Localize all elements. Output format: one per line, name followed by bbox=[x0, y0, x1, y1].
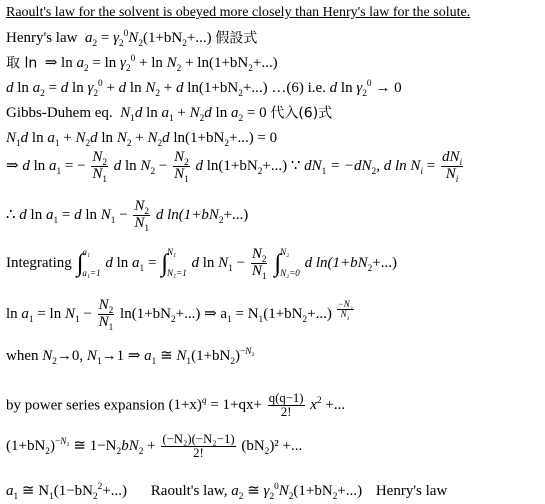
take-ln-eq: ⇒ $\ln a_2 = \ln \gamma_2^0 + \ln N_2 + \ln(1+bN_2+...)$ bbox=[40, 54, 278, 75]
expansion-line: $(1+bN_2)^{-N_2}$ ≅ $1-N_2bN_2$ + $\frac{\text{(−N₂)(−N₂−1)}}{2!}$ $(bN_2)^2$ +... bbox=[6, 432, 303, 461]
therefore-symbol: ∴ bbox=[6, 206, 16, 223]
final-line bbox=[6, 482, 448, 503]
integrating-line: Integrating ∫ a₁ a₁=1 d $\ln a_1$ = ∫ N₁ N₁=1 d $\ln N_1$ − $\frac{N_2}{N_1}$ ∫ N₂ N₂=0 d $\ln(1+bN_2+...)$ bbox=[6, 246, 397, 282]
power-series-line: by power series expansion $(1+x)^q = 1+qx+$ $\frac{q(q-1)}{2!}$ $x^2$ +... bbox=[6, 391, 346, 420]
fraction-dni-ni: $dN_i$ $N_i$ bbox=[441, 149, 463, 185]
gibbs-duhem-line bbox=[6, 105, 333, 125]
ln-a1-line: $\ln a_1 = \ln N_1$ − $\frac{N_2}{N_1}$ $\ln(1+bN_2+...)$ ⇒ $a_1 = N_1(1+bN_2+...)$ $\frac{-N_2}{N_1}$ bbox=[6, 297, 353, 333]
since-symbol: ∵ bbox=[290, 157, 301, 174]
take-ln-line bbox=[6, 54, 278, 75]
henry-label: Henry's law bbox=[6, 30, 78, 47]
therefore-line: ∴ d $\ln a_1 = d$ $\ln N_1$ − $\frac{N_2}{N_1}$ d $\ln(1+bN_2+...)$ bbox=[6, 198, 249, 234]
henry-law-label: Henry's law bbox=[375, 483, 448, 500]
when-label: when bbox=[6, 348, 39, 365]
henry-law-line bbox=[6, 29, 258, 50]
heading: Raoult's law for the solvent is obeyed more closely than Henry's law for the solute. bbox=[6, 5, 471, 20]
power-series-label: by power series expansion bbox=[6, 397, 165, 414]
integrating-label: Integrating bbox=[6, 254, 72, 271]
final-a2: $a_2$ ≅ $\gamma_2^0N_2(1+bN_2+...)$ bbox=[231, 482, 363, 503]
take-ln-label: 取 ln bbox=[6, 55, 38, 72]
fraction-n2-n1: $\frac{N_2}{N_1}$ bbox=[92, 149, 107, 185]
final-a1: $a_1$ ≅ $N_1(1-bN_2^2+...)$ bbox=[6, 482, 128, 503]
differential-eq: d $\ln a_2 = d$ $\ln \gamma_2^0 + d$ $\ln N_2 + d$ $\ln(1+bN_2+...)$ …(6) bbox=[6, 79, 304, 100]
ie-eq: d $\ln \gamma_2^0 \to 0$ bbox=[329, 79, 402, 100]
gibbs-duhem-label: Gibbs-Duhem eq. bbox=[6, 105, 113, 122]
differential-line bbox=[6, 79, 402, 100]
fraction-n2-n1-d: $\frac{N_2}{N_1}$ bbox=[251, 246, 267, 282]
when-line: when $N_2\to 0$, $N_1\to 1$ ⇒ $a_1$ ≅ $N_1(1+bN_2)^{-N_2}$ bbox=[6, 347, 255, 368]
substituted-line bbox=[6, 130, 278, 150]
fraction-n2-n1-c: $\frac{N_2}{N_1}$ bbox=[134, 198, 150, 234]
dlna1-line: ⇒ d $\ln a_1$ = − $\frac{N_2}{N_1}$ d $\ln N_2$ − $\frac{N_2}{N_1}$ d $\ln(1+bN_2+...)$ ∵ $dN_1 = -dN_2$, d $\ln N_i$ = $dN_i$ $N_i$ bbox=[6, 149, 463, 185]
integral-a1: ∫ a₁ a₁=1 bbox=[76, 247, 101, 279]
ie-label: i.e. bbox=[307, 80, 326, 97]
fraction-expansion: $\frac{\text{(−N₂)(−N₂−1)}}{2!}$ bbox=[162, 432, 235, 461]
henry-eq: $a_2 = \gamma_2^0N_2(1+bN_2+...)$ bbox=[84, 29, 212, 50]
raoult-label: Raoult's law, bbox=[150, 483, 228, 500]
integral-n2: ∫ N₂ N₂=0 bbox=[274, 247, 300, 279]
gibbs-duhem-note: 代入(6)式 bbox=[270, 105, 333, 122]
fraction-qq1: $\frac{q(q-1)}{2!}$ bbox=[268, 391, 304, 420]
substituted-eq: $N_1d$ $\ln a_1 + N_2d$ $\ln N_2 + N_2d$ $\ln(1+bN_2+...) = 0$ bbox=[6, 130, 278, 150]
henry-note: 假設式 bbox=[215, 30, 258, 47]
gibbs-duhem-eq: $N_1d$ $\ln a_1 + N_2d$ $\ln a_2 = 0$ bbox=[120, 105, 267, 125]
fraction-n2-n1-e: $\frac{N_2}{N_1}$ bbox=[98, 297, 114, 333]
exponent-fraction: $\frac{-N_2}{N_1}$ bbox=[337, 298, 353, 322]
fraction-n2-n1-b: $\frac{N_2}{N_1}$ bbox=[174, 149, 189, 185]
integral-n1: ∫ N₁ N₁=1 bbox=[161, 247, 187, 279]
